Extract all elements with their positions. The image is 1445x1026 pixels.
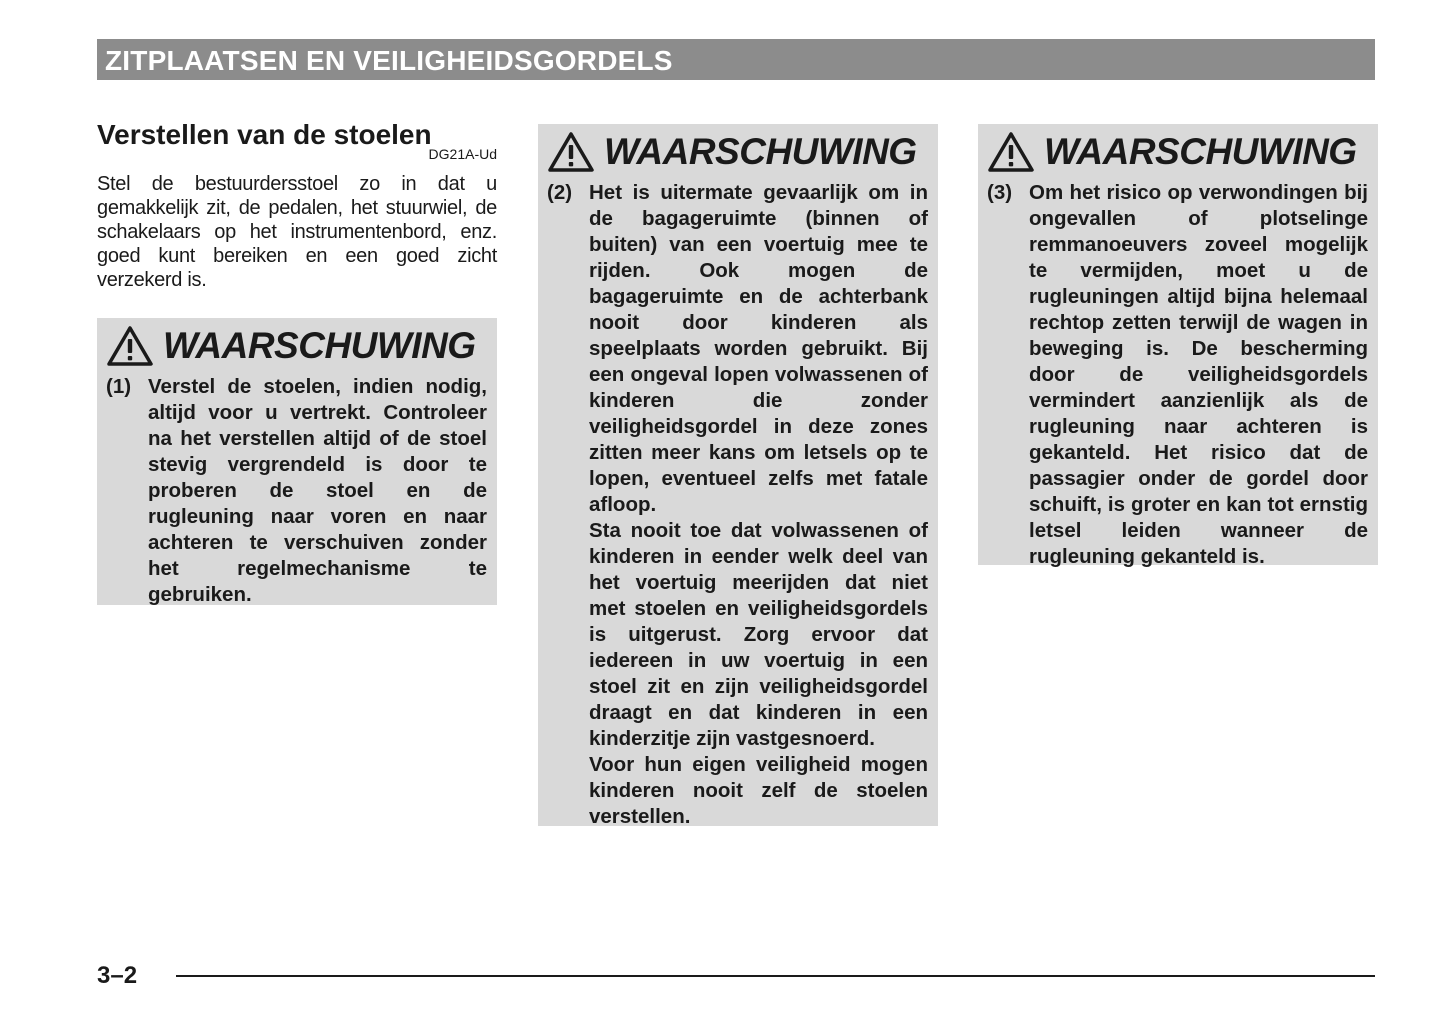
warning-paragraph: Voor hun eigen veiligheid mogen kinderen nooit zelf de stoelen verstellen. — [589, 753, 928, 828]
warning-item — [547, 180, 928, 830]
page-header-title: ZITPLAATSEN EN VEILIGHEIDSGORDELS — [105, 44, 673, 76]
warning-box-2 — [538, 124, 938, 826]
footer-rule — [176, 975, 1375, 977]
warning-text — [589, 180, 928, 830]
warning-number: (1) — [106, 375, 132, 398]
warning-text — [148, 374, 487, 608]
warning-paragraph: Sta nooit toe dat volwassenen of kinderen in eender welk deel van het voertuig meerijden dat niet met stoelen en veiligheidsgordels is uitgerust. Zorg ervoor dat iedereen in uw voertuig in een stoel zit en zijn veiligheidsgordel draagt en dat kinderen in een kinderzitje zijn vastgesnoerd. — [589, 519, 928, 750]
section-seat-adjustment — [97, 118, 497, 292]
warning-item — [987, 180, 1368, 570]
warning-text — [1029, 180, 1368, 570]
warning-box-3 — [978, 124, 1378, 568]
warning-box-1 — [97, 318, 497, 605]
page-number: 3–2 — [97, 962, 138, 989]
warning-paragraph: Verstel de stoelen, indien nodig, altijd voor u vertrekt. Controleer na het verstellen altijd of de stoel stevig vergrendeld is door te proberen de stoel en de rugleuning naar voren en naar achteren te verschuiven zonder het regelmechanisme te gebruiken. — [148, 375, 487, 606]
warning-paragraph: Het is uitermate gevaarlijk om in de bagageruimte (binnen of buiten) van een voertuig mee te rijden. Ook mogen de bagageruimte en de achterbank nooit door kinderen als speelplaats worden gebruikt. Bij een ongeval lopen volwassenen of kinderen die zonder veiligheidsgordel in deze zones zitten meer kans om letsels op te lopen, eventueel zelfs met fatale afloop. — [589, 181, 928, 516]
warning-header — [106, 324, 487, 368]
warning-paragraph: Om het risico op verwondingen bij ongevallen of plotselinge remmanoeuvers zoveel mogelijk te vermijden, moet u de rugleuningen altijd bijna helemaal rechtop zetten terwijl de wagen in beweging is. De bescherming door de veiligheidsgordels vermindert aanzienlijk als de rugleuning naar achteren is gekanteld. Het risico dat de passagier onder de gordel door schuift, is groter en kan tot ernstig letsel leiden wanneer de rugleuning gekanteld is. — [1029, 181, 1368, 568]
warning-header — [987, 130, 1368, 174]
warning-triangle-icon — [987, 131, 1035, 173]
warning-title: WAARSCHUWING — [1044, 131, 1357, 172]
warning-header — [547, 130, 928, 174]
warning-number: (3) — [987, 181, 1013, 204]
section-title: Verstellen van de stoelen — [97, 119, 432, 150]
warning-triangle-icon — [547, 131, 595, 173]
section-body: Stel de bestuurdersstoel zo in dat u gemakkelijk zit, de pedalen, het stuurwiel, de schakelaars op het instrumentenbord, enz. goed kunt bereiken en een goed zicht verzekerd is. — [97, 173, 497, 291]
section-code: DG21A-Ud — [428, 146, 497, 162]
warning-title: WAARSCHUWING — [163, 325, 476, 366]
warning-title: WAARSCHUWING — [604, 131, 917, 172]
warning-triangle-icon — [106, 325, 154, 367]
page-header — [97, 39, 1375, 80]
warning-number: (2) — [547, 181, 573, 204]
warning-item — [106, 374, 487, 608]
